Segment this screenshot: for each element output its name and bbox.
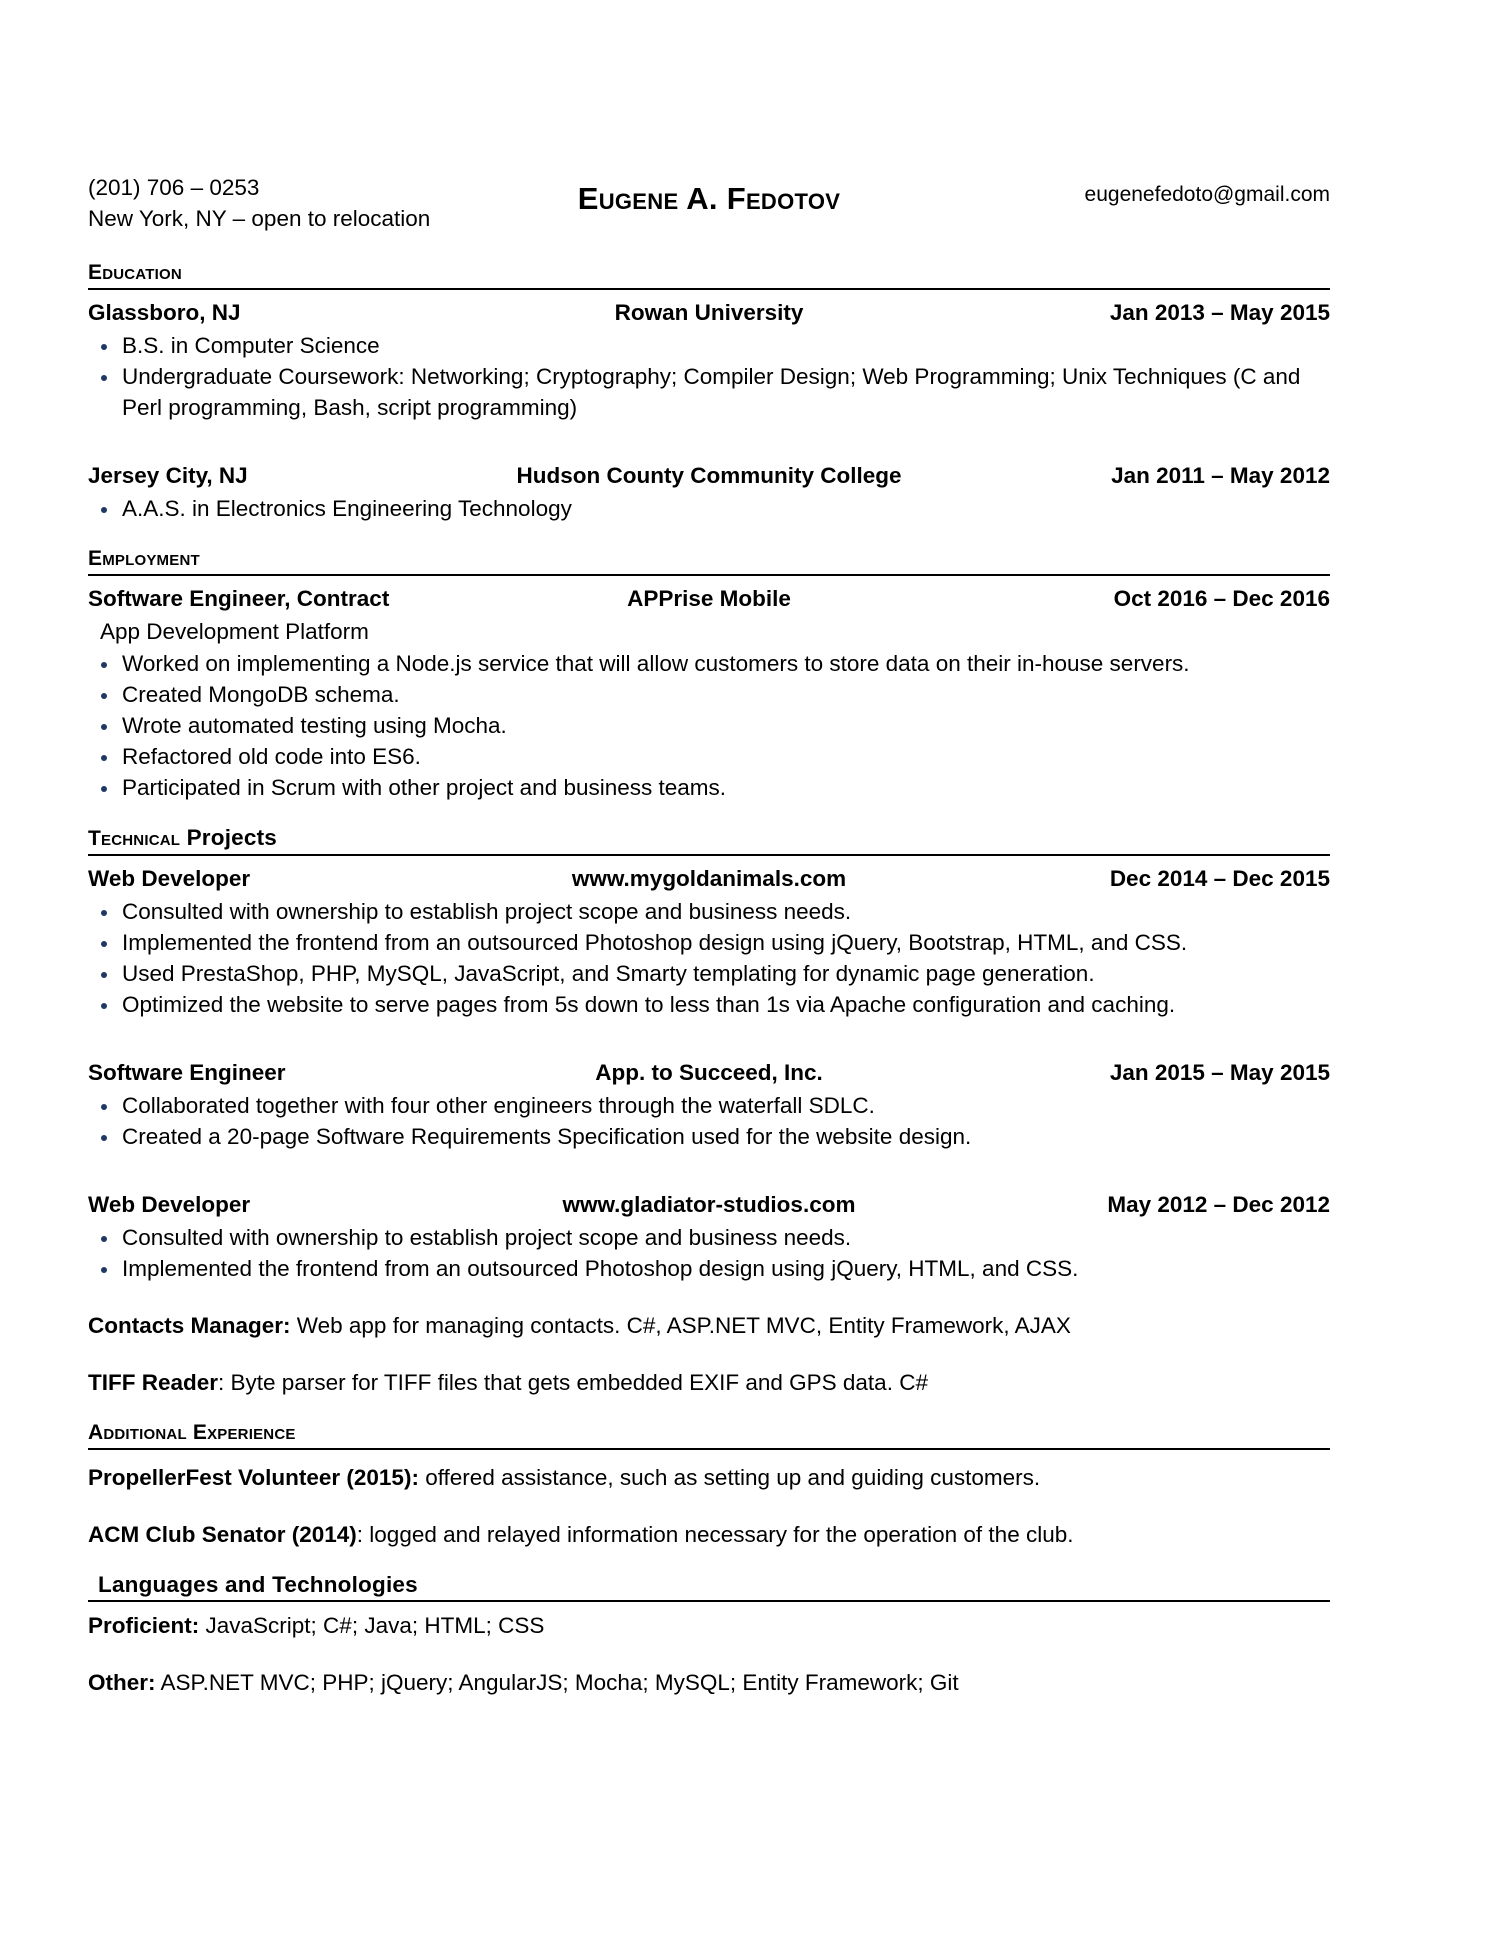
- section-heading-languages: Languages and Technologies: [98, 1572, 418, 1597]
- section-employment: [88, 546, 1330, 803]
- section-heading-additional-experience: Additional Experience: [88, 1421, 296, 1444]
- experience-propellerfest: [88, 1462, 1330, 1493]
- project-entry-header: [88, 1056, 1330, 1090]
- spacer: [88, 423, 1330, 453]
- section-divider: [88, 1600, 1330, 1602]
- entry-subtitle: App Development Platform: [100, 619, 369, 644]
- entry-location: Jersey City, NJ: [88, 463, 248, 488]
- list-item: Participated in Scrum with other project and business teams.: [88, 772, 1330, 803]
- employment-bullet-list: [88, 648, 1330, 803]
- languages-label: Proficient:: [88, 1613, 200, 1638]
- project-bullet-list: [88, 896, 1330, 1020]
- project-tiff-reader: [88, 1367, 1330, 1398]
- list-item: Collaborated together with four other engineers through the waterfall SDLC.: [88, 1090, 1330, 1121]
- candidate-name: Eugene A. Fedotov: [577, 181, 841, 216]
- list-item: Worked on implementing a Node.js service that will allow customers to store data on their in-house servers.: [88, 648, 1330, 679]
- section-additional-experience: [88, 1420, 1330, 1550]
- section-education: [88, 260, 1330, 524]
- list-item: Implemented the frontend from an outsourced Photoshop design using jQuery, HTML, and CSS.: [88, 1253, 1330, 1284]
- experience-label: ACM Club Senator (2014): [88, 1522, 357, 1547]
- list-item: Used PrestaShop, PHP, MySQL, JavaScript, and Smarty templating for dynamic page generation.: [88, 958, 1330, 989]
- languages-other: [88, 1667, 1330, 1698]
- education-entry-header: [88, 296, 1330, 330]
- entry-dates: Dec 2014 – Dec 2015: [1109, 866, 1330, 891]
- entry-job-title: Web Developer: [88, 1192, 251, 1217]
- education-bullet-list: [88, 330, 1330, 423]
- languages-list: ASP.NET MVC; PHP; jQuery; AngularJS; Mocha; MySQL; Entity Framework; Git: [155, 1670, 959, 1695]
- list-item: Implemented the frontend from an outsourced Photoshop design using jQuery, Bootstrap, HTML, and CSS.: [88, 927, 1330, 958]
- languages-list: JavaScript; C#; Java; HTML; CSS: [199, 1613, 545, 1638]
- resume-header: [88, 172, 1330, 238]
- list-item: Created a 20-page Software Requirements Specification used for the website design.: [88, 1121, 1330, 1152]
- list-item: Created MongoDB schema.: [88, 679, 1330, 710]
- list-item: A.A.S. in Electronics Engineering Technology: [88, 493, 1330, 524]
- entry-job-title: Software Engineer: [88, 1060, 286, 1085]
- entry-website: www.gladiator-studios.com: [562, 1192, 856, 1217]
- heading-normal-part: Projects: [180, 825, 277, 850]
- section-divider: [88, 288, 1330, 290]
- project-description: : Byte parser for TIFF files that gets embedded EXIF and GPS data. C#: [218, 1370, 928, 1395]
- heading-smallcaps-part: Technical: [88, 827, 181, 850]
- phone-number: (201) 706 – 0253: [88, 175, 260, 200]
- languages-label: Other:: [88, 1670, 156, 1695]
- entry-location: Glassboro, NJ: [88, 300, 241, 325]
- section-divider: [88, 574, 1330, 576]
- project-description: Web app for managing contacts. C#, ASP.NET MVC, Entity Framework, AJAX: [290, 1313, 1071, 1338]
- spacer: [88, 1152, 1330, 1182]
- list-item: Undergraduate Coursework: Networking; Cryptography; Compiler Design; Web Programming; Unix Techniques (C and Perl programming, Bash, script programming): [88, 361, 1330, 423]
- project-contacts-manager: [88, 1310, 1330, 1341]
- project-entry-header: [88, 862, 1330, 896]
- experience-label: PropellerFest Volunteer (2015):: [88, 1465, 419, 1490]
- entry-job-title: Software Engineer, Contract: [88, 586, 390, 611]
- experience-description: : logged and relayed information necessary for the operation of the club.: [356, 1522, 1074, 1547]
- section-heading-employment: Employment: [88, 547, 200, 570]
- employment-entry-header: [88, 582, 1330, 616]
- project-label: TIFF Reader: [88, 1370, 219, 1395]
- entry-dates: May 2012 – Dec 2012: [1107, 1192, 1330, 1217]
- section-technical-projects: [88, 825, 1330, 1398]
- experience-acm-club: [88, 1519, 1330, 1550]
- project-bullet-list: [88, 1222, 1330, 1284]
- entry-company: APPrise Mobile: [627, 586, 791, 611]
- entry-job-title: Web Developer: [88, 866, 251, 891]
- entry-dates: Jan 2011 – May 2012: [1111, 463, 1330, 488]
- education-entry-header: [88, 459, 1330, 493]
- entry-dates: Jan 2015 – May 2015: [1109, 1060, 1330, 1085]
- list-item: B.S. in Computer Science: [88, 330, 1330, 361]
- list-item: Consulted with ownership to establish project scope and business needs.: [88, 896, 1330, 927]
- education-bullet-list: [88, 493, 1330, 524]
- list-item: Optimized the website to serve pages from 5s down to less than 1s via Apache configuration and caching.: [88, 989, 1330, 1020]
- project-bullet-list: [88, 1090, 1330, 1152]
- entry-website: www.mygoldanimals.com: [571, 866, 847, 891]
- entry-company: App. to Succeed, Inc.: [595, 1060, 823, 1085]
- spacer: [88, 1020, 1330, 1050]
- section-divider: [88, 854, 1330, 856]
- entry-dates: Jan 2013 – May 2015: [1109, 300, 1330, 325]
- section-languages-technologies: [88, 1572, 1330, 1698]
- list-item: Wrote automated testing using Mocha.: [88, 710, 1330, 741]
- location-text: New York, NY – open to relocation: [88, 206, 431, 231]
- resume-body: [88, 172, 1330, 1698]
- list-item: Consulted with ownership to establish project scope and business needs.: [88, 1222, 1330, 1253]
- entry-institution: Rowan University: [614, 300, 804, 325]
- entry-dates: Oct 2016 – Dec 2016: [1113, 586, 1330, 611]
- section-heading-technical-projects: [88, 825, 1330, 853]
- section-heading-education: Education: [88, 261, 182, 284]
- project-entry-header: [88, 1188, 1330, 1222]
- project-label: Contacts Manager:: [88, 1313, 291, 1338]
- section-divider: [88, 1448, 1330, 1450]
- entry-institution: Hudson County Community College: [516, 463, 902, 488]
- languages-proficient: [88, 1610, 1330, 1641]
- experience-description: offered assistance, such as setting up and guiding customers.: [418, 1465, 1041, 1490]
- email-address: eugenefedoto@gmail.com: [1084, 183, 1330, 206]
- list-item: Refactored old code into ES6.: [88, 741, 1330, 772]
